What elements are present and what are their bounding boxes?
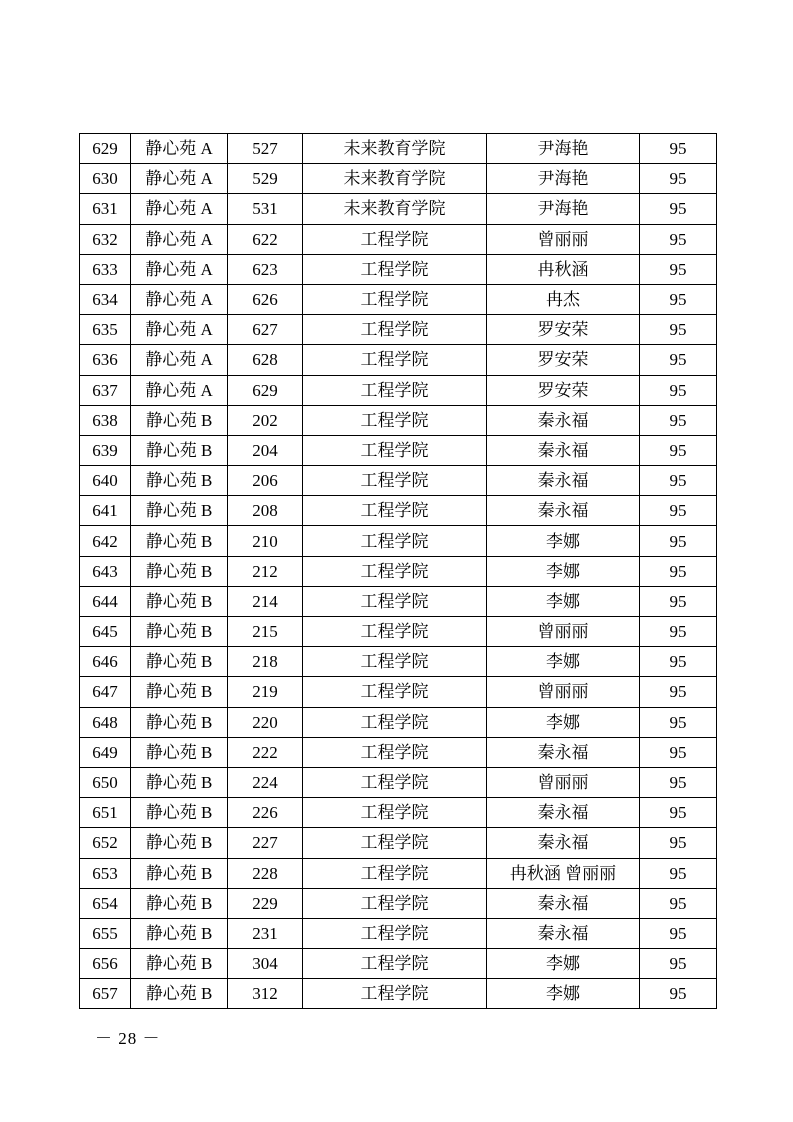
building-cell: 静心苑 B [131, 949, 228, 979]
row-number-cell: 639 [80, 435, 131, 465]
teacher-cell: 秦永福 [487, 405, 640, 435]
score-cell: 95 [640, 798, 717, 828]
score-cell: 95 [640, 647, 717, 677]
teacher-cell: 李娜 [487, 556, 640, 586]
building-cell: 静心苑 B [131, 617, 228, 647]
score-cell: 95 [640, 707, 717, 737]
table-row [80, 375, 717, 405]
building-cell: 静心苑 B [131, 707, 228, 737]
teacher-cell: 秦永福 [487, 435, 640, 465]
room-cell: 626 [228, 284, 303, 314]
room-cell: 227 [228, 828, 303, 858]
building-cell: 静心苑 B [131, 405, 228, 435]
teacher-cell: 秦永福 [487, 798, 640, 828]
score-cell: 95 [640, 345, 717, 375]
table-row [80, 194, 717, 224]
college-cell: 工程学院 [303, 888, 487, 918]
table-row [80, 858, 717, 888]
table-row [80, 496, 717, 526]
score-cell: 95 [640, 617, 717, 647]
building-cell: 静心苑 A [131, 315, 228, 345]
row-number-cell: 636 [80, 345, 131, 375]
college-cell: 工程学院 [303, 677, 487, 707]
score-cell: 95 [640, 496, 717, 526]
building-cell: 静心苑 A [131, 254, 228, 284]
teacher-cell: 李娜 [487, 586, 640, 616]
building-cell: 静心苑 A [131, 194, 228, 224]
score-cell: 95 [640, 918, 717, 948]
row-number-cell: 644 [80, 586, 131, 616]
teacher-cell: 尹海艳 [487, 134, 640, 164]
teacher-cell: 曾丽丽 [487, 617, 640, 647]
college-cell: 工程学院 [303, 647, 487, 677]
building-cell: 静心苑 A [131, 134, 228, 164]
score-cell: 95 [640, 466, 717, 496]
score-cell: 95 [640, 164, 717, 194]
building-cell: 静心苑 B [131, 647, 228, 677]
table-row [80, 949, 717, 979]
table-row [80, 918, 717, 948]
row-number-cell: 648 [80, 707, 131, 737]
college-cell: 工程学院 [303, 224, 487, 254]
teacher-cell: 冉杰 [487, 284, 640, 314]
building-cell: 静心苑 B [131, 979, 228, 1009]
table-row [80, 828, 717, 858]
room-cell: 628 [228, 345, 303, 375]
table-row [80, 345, 717, 375]
table-row [80, 315, 717, 345]
college-cell: 工程学院 [303, 918, 487, 948]
room-cell: 215 [228, 617, 303, 647]
row-number-cell: 634 [80, 284, 131, 314]
building-cell: 静心苑 A [131, 164, 228, 194]
college-cell: 工程学院 [303, 345, 487, 375]
room-cell: 204 [228, 435, 303, 465]
teacher-cell: 曾丽丽 [487, 767, 640, 797]
teacher-cell: 秦永福 [487, 496, 640, 526]
table-row [80, 707, 717, 737]
teacher-cell: 罗安荣 [487, 315, 640, 345]
score-cell: 95 [640, 526, 717, 556]
college-cell: 工程学院 [303, 526, 487, 556]
room-cell: 629 [228, 375, 303, 405]
room-cell: 304 [228, 949, 303, 979]
table-row [80, 979, 717, 1009]
row-number-cell: 637 [80, 375, 131, 405]
teacher-cell: 秦永福 [487, 828, 640, 858]
building-cell: 静心苑 A [131, 345, 228, 375]
room-cell: 312 [228, 979, 303, 1009]
college-cell: 工程学院 [303, 707, 487, 737]
table-row [80, 617, 717, 647]
college-cell: 未来教育学院 [303, 134, 487, 164]
row-number-cell: 630 [80, 164, 131, 194]
building-cell: 静心苑 B [131, 767, 228, 797]
college-cell: 工程学院 [303, 949, 487, 979]
score-cell: 95 [640, 979, 717, 1009]
college-cell: 工程学院 [303, 828, 487, 858]
row-number-cell: 651 [80, 798, 131, 828]
table-row [80, 466, 717, 496]
table-row [80, 526, 717, 556]
building-cell: 静心苑 A [131, 224, 228, 254]
room-cell: 220 [228, 707, 303, 737]
score-cell: 95 [640, 435, 717, 465]
row-number-cell: 633 [80, 254, 131, 284]
score-cell: 95 [640, 828, 717, 858]
teacher-cell: 曾丽丽 [487, 224, 640, 254]
score-cell: 95 [640, 737, 717, 767]
teacher-cell: 曾丽丽 [487, 677, 640, 707]
score-cell: 95 [640, 949, 717, 979]
room-cell: 231 [228, 918, 303, 948]
room-cell: 226 [228, 798, 303, 828]
building-cell: 静心苑 B [131, 677, 228, 707]
teacher-cell: 冉秋涵 [487, 254, 640, 284]
row-number-cell: 638 [80, 405, 131, 435]
row-number-cell: 635 [80, 315, 131, 345]
room-cell: 202 [228, 405, 303, 435]
teacher-cell: 秦永福 [487, 888, 640, 918]
building-cell: 静心苑 B [131, 798, 228, 828]
score-cell: 95 [640, 556, 717, 586]
score-cell: 95 [640, 134, 717, 164]
score-cell: 95 [640, 677, 717, 707]
teacher-cell: 冉秋涵 曾丽丽 [487, 858, 640, 888]
teacher-cell: 李娜 [487, 979, 640, 1009]
room-cell: 527 [228, 134, 303, 164]
teacher-cell: 李娜 [487, 647, 640, 677]
building-cell: 静心苑 B [131, 828, 228, 858]
teacher-cell: 李娜 [487, 949, 640, 979]
teacher-cell: 罗安荣 [487, 375, 640, 405]
building-cell: 静心苑 B [131, 526, 228, 556]
college-cell: 工程学院 [303, 496, 487, 526]
table-row [80, 405, 717, 435]
college-cell: 工程学院 [303, 858, 487, 888]
college-cell: 工程学院 [303, 798, 487, 828]
row-number-cell: 641 [80, 496, 131, 526]
college-cell: 工程学院 [303, 254, 487, 284]
building-cell: 静心苑 B [131, 435, 228, 465]
building-cell: 静心苑 B [131, 496, 228, 526]
room-cell: 622 [228, 224, 303, 254]
table-row [80, 677, 717, 707]
row-number-cell: 629 [80, 134, 131, 164]
score-cell: 95 [640, 224, 717, 254]
score-cell: 95 [640, 586, 717, 616]
page-number: － 28 － [95, 1029, 161, 1048]
row-number-cell: 645 [80, 617, 131, 647]
teacher-cell: 尹海艳 [487, 164, 640, 194]
room-cell: 531 [228, 194, 303, 224]
row-number-cell: 654 [80, 888, 131, 918]
building-cell: 静心苑 B [131, 466, 228, 496]
college-cell: 工程学院 [303, 375, 487, 405]
row-number-cell: 656 [80, 949, 131, 979]
table-row [80, 284, 717, 314]
college-cell: 工程学院 [303, 617, 487, 647]
college-cell: 工程学院 [303, 466, 487, 496]
college-cell: 工程学院 [303, 405, 487, 435]
score-cell: 95 [640, 405, 717, 435]
college-cell: 工程学院 [303, 767, 487, 797]
row-number-cell: 649 [80, 737, 131, 767]
table-row [80, 254, 717, 284]
college-cell: 工程学院 [303, 556, 487, 586]
teacher-cell: 李娜 [487, 526, 640, 556]
table-row [80, 164, 717, 194]
table-row [80, 224, 717, 254]
score-cell: 95 [640, 858, 717, 888]
row-number-cell: 647 [80, 677, 131, 707]
room-cell: 529 [228, 164, 303, 194]
building-cell: 静心苑 B [131, 858, 228, 888]
college-cell: 工程学院 [303, 435, 487, 465]
room-cell: 208 [228, 496, 303, 526]
row-number-cell: 646 [80, 647, 131, 677]
room-cell: 224 [228, 767, 303, 797]
row-number-cell: 632 [80, 224, 131, 254]
row-number-cell: 655 [80, 918, 131, 948]
teacher-cell: 秦永福 [487, 466, 640, 496]
building-cell: 静心苑 B [131, 918, 228, 948]
room-cell: 627 [228, 315, 303, 345]
building-cell: 静心苑 B [131, 586, 228, 616]
row-number-cell: 631 [80, 194, 131, 224]
table-row [80, 586, 717, 616]
college-cell: 工程学院 [303, 586, 487, 616]
teacher-cell: 尹海艳 [487, 194, 640, 224]
room-cell: 229 [228, 888, 303, 918]
room-cell: 206 [228, 466, 303, 496]
teacher-cell: 秦永福 [487, 737, 640, 767]
table-row [80, 767, 717, 797]
score-cell: 95 [640, 375, 717, 405]
college-cell: 工程学院 [303, 979, 487, 1009]
building-cell: 静心苑 B [131, 888, 228, 918]
table-row [80, 134, 717, 164]
table-row [80, 556, 717, 586]
row-number-cell: 643 [80, 556, 131, 586]
room-cell: 218 [228, 647, 303, 677]
row-number-cell: 653 [80, 858, 131, 888]
building-cell: 静心苑 B [131, 737, 228, 767]
dormitory-score-table [79, 133, 717, 1009]
teacher-cell: 罗安荣 [487, 345, 640, 375]
room-cell: 219 [228, 677, 303, 707]
table-body [80, 134, 717, 1009]
table-row [80, 888, 717, 918]
building-cell: 静心苑 B [131, 556, 228, 586]
room-cell: 214 [228, 586, 303, 616]
score-cell: 95 [640, 254, 717, 284]
room-cell: 228 [228, 858, 303, 888]
room-cell: 210 [228, 526, 303, 556]
building-cell: 静心苑 A [131, 284, 228, 314]
room-cell: 623 [228, 254, 303, 284]
room-cell: 222 [228, 737, 303, 767]
row-number-cell: 657 [80, 979, 131, 1009]
score-cell: 95 [640, 767, 717, 797]
row-number-cell: 650 [80, 767, 131, 797]
college-cell: 工程学院 [303, 284, 487, 314]
college-cell: 工程学院 [303, 737, 487, 767]
college-cell: 未来教育学院 [303, 164, 487, 194]
score-cell: 95 [640, 194, 717, 224]
teacher-cell: 秦永福 [487, 918, 640, 948]
row-number-cell: 642 [80, 526, 131, 556]
score-cell: 95 [640, 315, 717, 345]
row-number-cell: 640 [80, 466, 131, 496]
building-cell: 静心苑 A [131, 375, 228, 405]
table-row [80, 435, 717, 465]
row-number-cell: 652 [80, 828, 131, 858]
table-row [80, 798, 717, 828]
room-cell: 212 [228, 556, 303, 586]
score-cell: 95 [640, 888, 717, 918]
table-row [80, 647, 717, 677]
table-row [80, 737, 717, 767]
score-cell: 95 [640, 284, 717, 314]
college-cell: 未来教育学院 [303, 194, 487, 224]
college-cell: 工程学院 [303, 315, 487, 345]
teacher-cell: 李娜 [487, 707, 640, 737]
